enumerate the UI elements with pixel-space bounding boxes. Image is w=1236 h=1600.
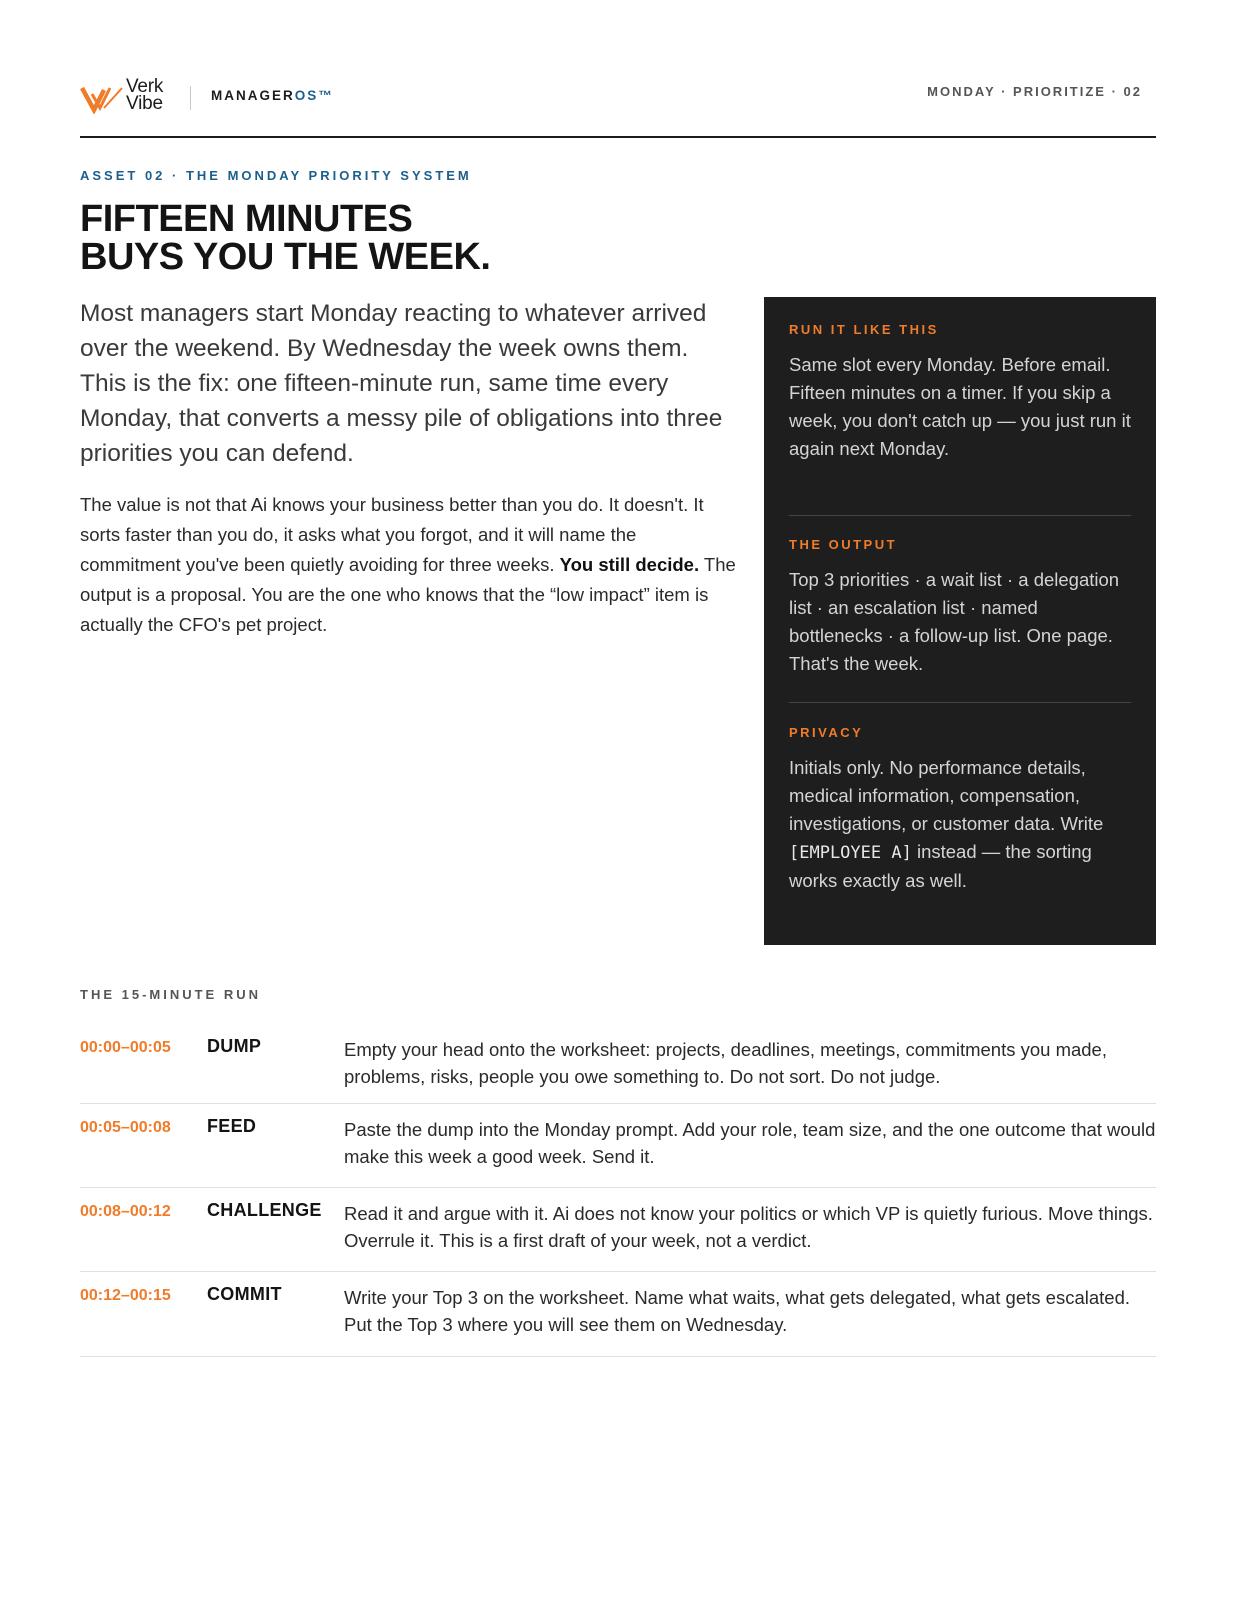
step-time: 00:05–00:08 [80,1119,171,1136]
lead-paragraph: Most managers start Monday reacting to whatever arrived over the weekend. By Wednesday the week owns them. This is the fix: one fifteen-minute run, same time every Monday, that converts a messy pile of obligations into three priorities you can defend. [80,300,723,467]
logo-line-2: Vibe [126,93,163,114]
step-description: Empty your head onto the worksheet: projects, deadlines, meetings, commitments you made, problems, risks, people you owe something to. Do not sort. Do not judge. [344,1039,1107,1087]
panel-divider [789,702,1131,703]
logo-wordmark [126,78,163,112]
privacy-code: [EMPLOYEE A] [789,843,912,863]
title-line-1: FIFTEEN MINUTES [80,198,413,240]
panel-text-run: Same slot every Monday. Before email. Fifteen minutes on a timer. If you skip a week, you don't catch up — you just run it again next Monday. [789,354,1131,459]
step-time: 00:08–00:12 [80,1203,171,1220]
body-bold-text: You still decide. [559,554,700,575]
panel-divider [789,515,1131,516]
step-name: DUMP [207,1036,262,1056]
privacy-text-1: Initials only. No performance details, medical information, compensation, investigations, or customer data. Write [789,757,1104,834]
step-description: Paste the dump into the Monday prompt. Add your role, team size, and the one outcome that would make this week a good week. Send it. [344,1119,1156,1167]
section-label: MONDAY · PRIORITIZE · 02 [927,84,1142,99]
verkvibe-logo-mark-icon [80,84,124,114]
asset-eyebrow: ASSET 02 · THE MONDAY PRIORITY SYSTEM [80,168,472,183]
step-row [80,1272,1156,1357]
product-prefix: MANAGER [211,88,295,103]
step-name: COMMIT [207,1284,282,1304]
page-header [80,76,1156,138]
logo-line-1: Verk [126,76,164,97]
step-description: Read it and argue with it. Ai does not know your politics or which VP is quietly furious. Move things. Overrule it. This is a first draft of your week, not a verdict. [344,1203,1153,1251]
panel-section-output [789,537,1131,678]
panel-text-privacy [789,754,1131,895]
step-name: FEED [207,1116,257,1136]
logo-separator [190,86,191,110]
body-text-2: The output is a proposal. You are the one who knows that the “low impact” item is actually the CFO's pet project. [80,554,736,635]
panel-section-privacy [789,725,1131,895]
step-row [80,1188,1156,1272]
panel-text-output: Top 3 priorities · a wait list · a delegation list · an escalation list · named bottlenecks · a follow-up list. One page. That's the week. [789,569,1120,674]
body-text-1: The value is not that Ai knows your business better than you do. It doesn't. It sorts faster than you do, it asks what you forgot, and it will name the commitment you've been quietly avoiding for three weeks. [80,494,704,575]
step-time: 00:12–00:15 [80,1287,171,1304]
step-row [80,1024,1156,1104]
step-time: 00:00–00:05 [80,1039,171,1056]
steps-list [80,1024,1156,1357]
verkvibe-logo [80,78,172,118]
title-line-2: BUYS YOU THE WEEK. [80,236,491,278]
step-name: CHALLENGE [207,1200,322,1220]
run-heading: THE 15-MINUTE RUN [80,987,262,1002]
product-name [211,88,334,103]
sidebar-panel [764,297,1156,945]
panel-heading-output: THE OUTPUT [789,537,898,552]
privacy-text-2: instead — the sorting works exactly as well. [789,841,1092,891]
body-paragraph [80,490,740,640]
panel-section-run [789,322,1131,463]
step-description: Write your Top 3 on the worksheet. Name what waits, what gets delegated, what gets escalated. Put the Top 3 where you will see them on Wednesday. [344,1287,1130,1335]
page-title [80,200,490,276]
panel-heading-privacy: PRIVACY [789,725,864,740]
product-suffix: OS™ [294,88,334,103]
panel-heading-run: RUN IT LIKE THIS [789,322,939,337]
step-row [80,1104,1156,1188]
